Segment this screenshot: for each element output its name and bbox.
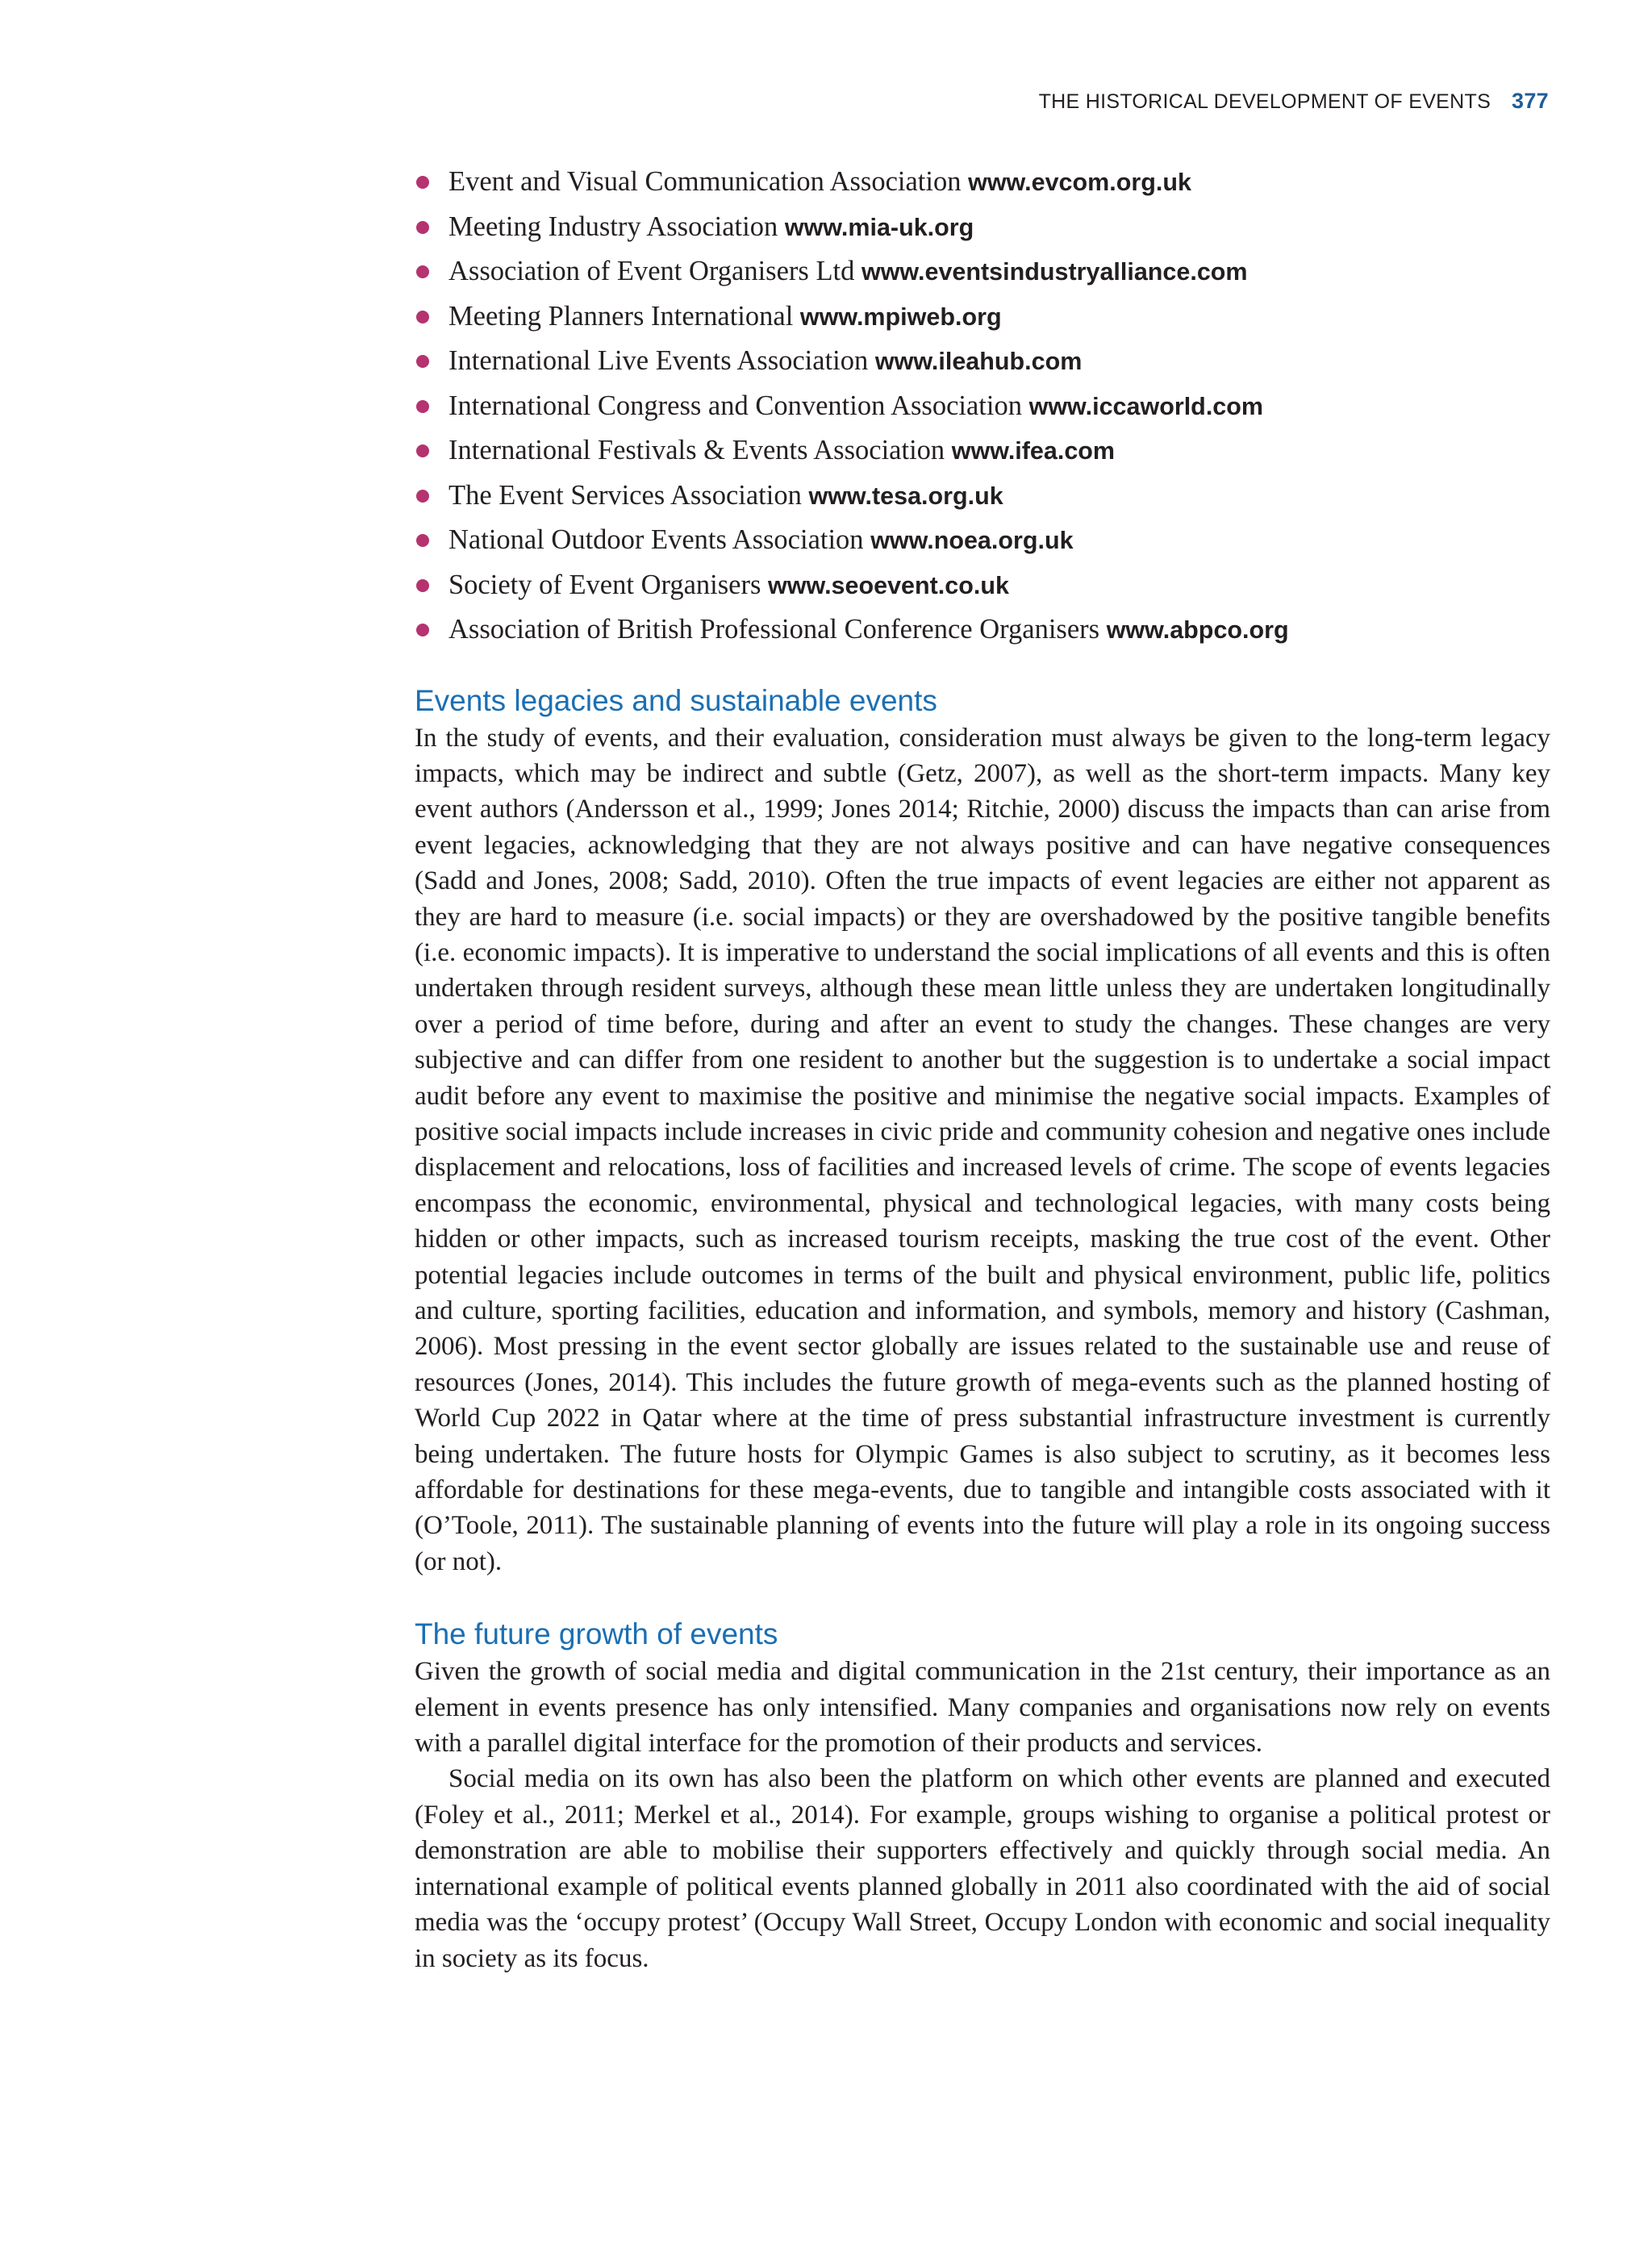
bullet-icon: [416, 176, 429, 189]
org-url: www.mia-uk.org: [784, 213, 974, 241]
running-head: [887, 89, 1549, 114]
org-name: International Congress and Convention Association: [448, 390, 1022, 421]
legacies-paragraph: In the study of events, and their evaluation, consideration must always be given to the long-term legacy impacts, which may be indirect and subtle (Getz, 2007), as well as the short-term impacts. Many key event authors (Andersson et al., 1999; Jones 2014; Ritchie, 2000) discuss the impacts than can arise from event legacies, acknowledging that they are not always positive and can have negative consequences (Sadd and Jones, 2008; Sadd, 2010). Often the true impacts of event legacies are either not apparent as they are hard to measure (i.e. social impacts) or they are overshadowed by the positive tangible benefits (i.e. economic impacts). It is imperative to understand the social implications of all events and this is often undertaken through resident surveys, although these mean little unless they are undertaken longitudinally over a period of time before, during and after an event to study the changes. These changes are very subjective and can differ from one resident to another but the suggestion is to undertake a social impact audit before any event to maximise the positive and minimise the negative social impacts. Examples of positive social impacts include increases in civic pride and community cohesion and negative ones include displacement and relocations, loss of facilities and increased levels of crime. The scope of events legacies encompass the economic, environmental, physical and technological legacies, with many costs being hidden or other impacts, such as increased tourism receipts, masking the true cost of the event. Other potential legacies include outcomes in terms of the built and physical environment, public life, politics and culture, sporting facilities, education and information, and symbols, memory and history (Cashman, 2006). Most pressing in the event sector globally are issues related to the sustainable use and reuse of resources (Jones, 2014). This includes the future growth of mega-events such as the planned hosting of World Cup 2022 in Qatar where at the time of press substantial infrastructure investment is currently being undertaken. The future hosts for Olympic Games is also subject to scrutiny, as it becomes less affordable for destinations for these mega-events, due to tangible and intangible costs associated with it (O’Toole, 2011). The sustainable planning of events into the future will play a role in its ongoing success (or not).: [415, 723, 1550, 1576]
running-title: THE HISTORICAL DEVELOPMENT OF EVENTS: [1038, 90, 1491, 113]
bullet-icon: [416, 579, 429, 592]
list-item: [415, 607, 1550, 653]
list-item: [415, 294, 1550, 340]
org-url: www.abpco.org: [1106, 616, 1289, 644]
org-url: www.iccaworld.com: [1028, 392, 1263, 420]
org-name: Association of Event Organisers Ltd: [448, 256, 855, 286]
organisation-list: [415, 160, 1550, 653]
org-name: Association of British Professional Conference Organisers: [448, 614, 1100, 645]
list-item: [415, 160, 1550, 205]
bullet-icon: [416, 534, 429, 547]
bullet-icon: [416, 444, 429, 457]
org-url: www.ileahub.com: [874, 348, 1083, 375]
list-item: [415, 384, 1550, 429]
bullet-icon: [416, 400, 429, 413]
list-item: [415, 428, 1550, 474]
page-number: 377: [1512, 89, 1549, 113]
org-name: International Festivals & Events Association: [448, 435, 945, 465]
org-name: International Live Events Association: [448, 345, 869, 376]
org-name: Event and Visual Communication Association: [448, 166, 962, 197]
bullet-icon: [416, 624, 429, 636]
bullet-icon: [416, 311, 429, 323]
org-name: The Event Services Association: [448, 479, 802, 511]
list-item: [415, 563, 1550, 608]
org-name: Meeting Planners International: [448, 300, 794, 332]
list-item: [415, 205, 1550, 250]
bullet-icon: [416, 490, 429, 503]
org-name: National Outdoor Events Association: [448, 524, 864, 555]
future-paragraph-1: Given the growth of social media and digital communication in the 21st century, their importance as an element in events presence has only intensified. Many companies and organisations now rely on events with a parallel digital interface for the promotion of their products and services.: [415, 1657, 1550, 1759]
org-url: www.evcom.org.uk: [968, 169, 1191, 196]
org-url: www.seoevent.co.uk: [768, 571, 1009, 599]
future-paragraph-2: Social media on its own has also been the platform on which other events are planned and executed (Foley et al., 2011; Merkel et al., 2014). For example, groups wishing to organise a political protest or demonstration are able to mobilise their supporters effectively and quickly through social media. An international example of political events planned globally in 2011 also coordinated with the aid of social media was the ‘occupy protest’ (Occupy Wall Street, Occupy London with economic and social inequality in society as its focus.: [415, 1764, 1550, 1973]
org-url: www.tesa.org.uk: [808, 482, 1003, 510]
org-url: www.eventsindustryalliance.com: [861, 258, 1248, 286]
section-heading-legacies: Events legacies and sustainable events: [415, 683, 937, 717]
page-content: [415, 160, 1550, 1976]
org-url: www.noea.org.uk: [870, 527, 1074, 554]
list-item: [415, 474, 1550, 519]
list-item: [415, 249, 1550, 294]
list-item: [415, 339, 1550, 384]
section-heading-future-growth: The future growth of events: [415, 1617, 778, 1651]
org-url: www.ifea.com: [951, 437, 1116, 465]
list-item: [415, 518, 1550, 563]
org-name: Meeting Industry Association: [448, 211, 778, 242]
bullet-icon: [416, 221, 429, 234]
org-name: Society of Event Organisers: [448, 569, 761, 600]
bullet-icon: [416, 265, 429, 278]
org-url: www.mpiweb.org: [799, 303, 1002, 331]
bullet-icon: [416, 355, 429, 368]
